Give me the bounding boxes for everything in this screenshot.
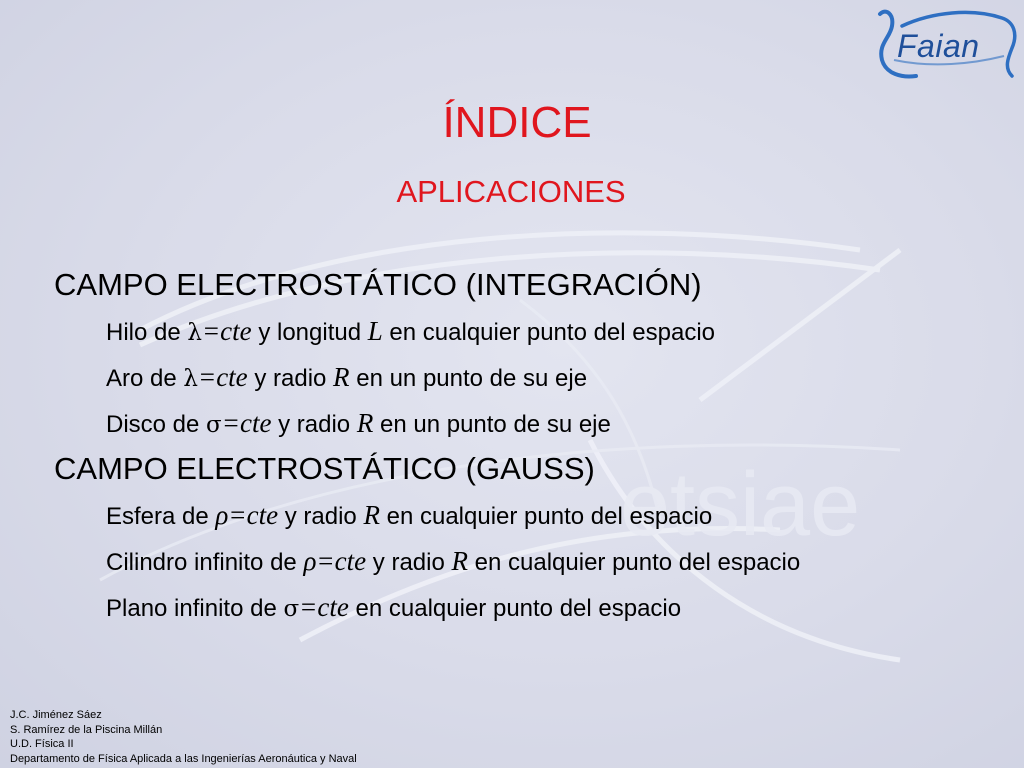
slide-content <box>54 262 800 630</box>
math-symbol: ρ <box>215 500 229 530</box>
list-item: Hilo de λ=cte y longitud L en cualquier punto del espacio <box>106 316 716 346</box>
math-symbol: λ <box>183 366 198 392</box>
math-symbol: ρ <box>303 546 317 576</box>
math-expression: =cte <box>299 592 349 622</box>
math-symbol: σ <box>206 412 222 438</box>
math-expression: =cte <box>197 362 248 392</box>
slide-subtitle: APLICACIONES <box>396 174 626 209</box>
list-item: Aro de λ=cte y radio R en un punto de su eje <box>106 362 588 392</box>
math-symbol: σ <box>283 596 300 622</box>
section-heading-gauss: CAMPO ELECTROSTÁTICO (GAUSS) <box>54 451 595 486</box>
math-expression: =cte <box>201 316 252 346</box>
list-item: Cilindro infinito de ρ=cte y radio R en cualquier punto del espacio <box>106 546 801 576</box>
footer-line: S. Ramírez de la Piscina Millán <box>10 723 163 736</box>
math-variable: R <box>356 408 374 438</box>
section-heading-integracion: CAMPO ELECTROSTÁTICO (INTEGRACIÓN) <box>54 267 702 302</box>
math-variable: R <box>363 500 380 530</box>
slide-title: ÍNDICE <box>442 98 592 147</box>
footer-line: Departamento de Física Aplicada a las Ingenierías Aeronáutica y Naval <box>10 752 357 765</box>
footer-line: U.D. Física II <box>10 738 74 750</box>
list-item: Disco de σ=cte y radio R en un punto de su eje <box>106 408 611 438</box>
logo-text: Faian <box>897 28 980 64</box>
footer-credits <box>10 708 357 766</box>
list-item: Esfera de ρ=cte y radio R en cualquier punto del espacio <box>106 500 713 530</box>
math-variable: R <box>451 546 468 576</box>
math-variable: L <box>367 316 383 346</box>
math-expression: =cte <box>221 408 272 438</box>
list-item: Plano infinito de σ=cte en cualquier punto del espacio <box>106 592 682 622</box>
footer-line: J.C. Jiménez Sáez <box>10 709 102 721</box>
math-expression: =cte <box>316 546 367 576</box>
math-expression: =cte <box>228 500 279 530</box>
math-variable: R <box>333 362 350 392</box>
math-symbol: λ <box>187 320 202 346</box>
watermark-text: etsiae <box>620 455 861 555</box>
